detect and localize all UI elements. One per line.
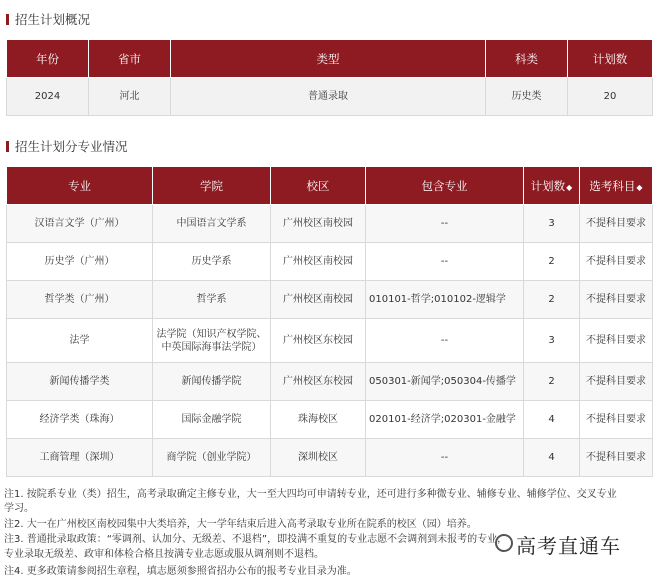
section-marker (6, 14, 9, 25)
cell-campus: 广州校区东校园 (271, 319, 366, 363)
cell-plan-count: 2 (524, 243, 580, 281)
column-header-type: 类型 (171, 40, 486, 78)
note-3-continued: 专业录取无级差、政审和体检合格且按满专业志愿或服从调剂则不退档。 (4, 549, 324, 560)
cell-college: 法学院（知识产权学院、中英国际海事法学院） (153, 319, 271, 363)
watermark: 高考直通车 (516, 534, 621, 558)
cell-college: 国际金融学院 (153, 401, 271, 439)
majors-header-row (7, 167, 653, 205)
table-row (7, 281, 653, 319)
majors-table (6, 166, 653, 477)
cell-plan: 20 (568, 78, 653, 116)
table-row (7, 319, 653, 363)
cell-plan-count: 3 (524, 205, 580, 243)
table-row (7, 401, 653, 439)
cell-included-majors: -- (366, 439, 524, 477)
cell-plan-count: 4 (524, 439, 580, 477)
table-row (7, 439, 653, 477)
column-header-province: 省市 (89, 40, 171, 78)
overview-header-row (7, 40, 653, 78)
overview-row (7, 78, 653, 116)
cell-major: 哲学类（广州） (7, 281, 153, 319)
cell-included-majors: 050301-新闻学;050304-传播学 (366, 363, 524, 401)
cell-included-majors: -- (366, 205, 524, 243)
cell-included-majors: -- (366, 243, 524, 281)
cell-campus: 广州校区南校园 (271, 205, 366, 243)
section-title-overview (6, 10, 90, 28)
section-title-text: 招生计划分专业情况 (15, 139, 128, 154)
column-header-major: 专业 (7, 167, 153, 205)
column-header-campus: 校区 (271, 167, 366, 205)
cell-major: 工商管理（深圳） (7, 439, 153, 477)
cell-subjects: 不提科目要求 (580, 439, 653, 477)
cell-plan-count: 3 (524, 319, 580, 363)
table-row (7, 243, 653, 281)
column-header-plan-count-label: 计划数 (530, 178, 566, 193)
cell-college: 哲学系 (153, 281, 271, 319)
column-header-college: 学院 (153, 167, 271, 205)
column-header-plan: 计划数 (568, 40, 653, 78)
column-header-category: 科类 (486, 40, 568, 78)
column-header-plan-count[interactable] (524, 167, 580, 205)
cell-subjects: 不提科目要求 (580, 363, 653, 401)
cell-plan-count: 2 (524, 363, 580, 401)
cell-college: 历史学系 (153, 243, 271, 281)
sort-icon[interactable]: ◆ (636, 182, 643, 192)
column-header-subjects[interactable] (580, 167, 653, 205)
cell-subjects: 不提科目要求 (580, 243, 653, 281)
cell-subjects: 不提科目要求 (580, 205, 653, 243)
cell-college: 商学院（创业学院） (153, 439, 271, 477)
cell-category: 历史类 (486, 78, 568, 116)
note-2: 注2. 大一在广州校区南校园集中大类培养，大一学年结束后进入高考录取专业所在院系的校区（园）培养。 (4, 519, 477, 530)
cell-campus: 广州校区南校园 (271, 243, 366, 281)
watermark-logo-icon (495, 534, 513, 552)
note-4: 注4. 更多政策请参阅招生章程，填志愿须参照省招办公布的报考专业目录为准。 (4, 566, 357, 577)
note-1-continued: 学习。 (4, 503, 34, 514)
column-header-subjects-label: 选考科目 (589, 178, 636, 193)
cell-college: 中国语言文学系 (153, 205, 271, 243)
column-header-included-majors: 包含专业 (366, 167, 524, 205)
cell-included-majors: 020101-经济学;020301-金融学 (366, 401, 524, 439)
cell-plan-count: 2 (524, 281, 580, 319)
section-title-majors (6, 137, 128, 155)
note-3: 注3. 普通批录取政策：“零调剂、认加分、无级差、不退档”，即投满不重复的专业志愿不会调剂到未报考的专业， (4, 534, 508, 545)
cell-campus: 珠海校区 (271, 401, 366, 439)
table-row (7, 205, 653, 243)
cell-major: 法学 (7, 319, 153, 363)
cell-major: 汉语言文学（广州） (7, 205, 153, 243)
cell-campus: 广州校区东校园 (271, 363, 366, 401)
cell-subjects: 不提科目要求 (580, 281, 653, 319)
sort-icon[interactable]: ◆ (566, 182, 573, 192)
cell-campus: 广州校区南校园 (271, 281, 366, 319)
cell-campus: 深圳校区 (271, 439, 366, 477)
overview-table (6, 39, 653, 116)
cell-type: 普通录取 (171, 78, 486, 116)
cell-subjects: 不提科目要求 (580, 401, 653, 439)
cell-included-majors: -- (366, 319, 524, 363)
column-header-year: 年份 (7, 40, 89, 78)
cell-year: 2024 (7, 78, 89, 116)
section-marker (6, 141, 9, 152)
cell-included-majors: 010101-哲学;010102-逻辑学 (366, 281, 524, 319)
cell-college: 新闻传播学院 (153, 363, 271, 401)
table-row (7, 363, 653, 401)
cell-major: 历史学（广州） (7, 243, 153, 281)
cell-major: 经济学类（珠海） (7, 401, 153, 439)
cell-major: 新闻传播学类 (7, 363, 153, 401)
cell-plan-count: 4 (524, 401, 580, 439)
cell-subjects: 不提科目要求 (580, 319, 653, 363)
section-title-text: 招生计划概况 (15, 12, 91, 27)
cell-province: 河北 (89, 78, 171, 116)
note-1: 注1. 按院系专业（类）招生，高考录取确定主修专业，大一至大四均可申请转专业，还可进行多种微专业、辅修专业、辅修学位、交叉专业 (4, 489, 617, 500)
